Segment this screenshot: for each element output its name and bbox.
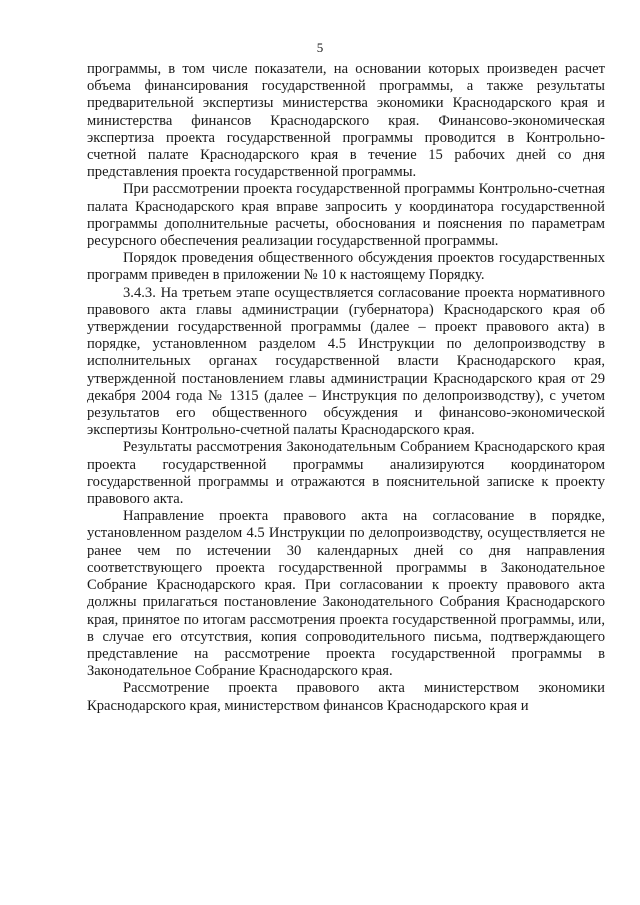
paragraph: Порядок проведения общественного обсуждения проектов государственных программ приведен в приложении № 10 к настоящему Порядку. <box>87 250 605 284</box>
paragraph: 3.4.3. На третьем этапе осуществляется согласование проекта нормативного правового акта главы администрации (губернатора) Краснодарского края об утверждении государственной программы (далее – проект правового акта) в порядке, установленном разделом 4.5 Инструкции по делопроизводству в исполнительных органах государственной власти Краснодарского края, утвержденной постановлением главы администрации Краснодарского края от 29 декабря 2004 года № 1315 (далее – Инструкция по делопроизводству), с учетом результатов его общественного обсуждения и финансово-экономической экспертизы Контрольно-счетной палаты Краснодарского края. <box>87 284 605 439</box>
document-body <box>87 61 605 715</box>
page-number: 5 <box>316 40 324 55</box>
paragraph: Направление проекта правового акта на согласование в порядке, установленном разделом 4.5 Инструкции по делопроизводству, осуществляется не ранее чем по истечении 30 календарных дней со дня направления соответствующего проекта государственной программы в Законодательное Собрание Краснодарского края. При согласовании к проекту правового акта должны прилагаться постановление Законодательного Собрания Краснодарского края, принятое по итогам рассмотрения проекта государственной программы, или, в случае его отсутствия, копия сопроводительного письма, подтверждающего представление на рассмотрение проекта государственной программы в Законодательное Собрание Краснодарского края. <box>87 508 605 680</box>
paragraph: Рассмотрение проекта правового акта министерством экономики Краснодарского края, министерством финансов Краснодарского края и <box>87 680 605 714</box>
paragraph: При рассмотрении проекта государственной программы Контрольно-счетная палата Краснодарского края вправе запросить у координатора государственной программы дополнительные расчеты, обоснования и пояснения по параметрам ресурсного обеспечения реализации государственной программы. <box>87 181 605 250</box>
paragraph: программы, в том числе показатели, на основании которых произведен расчет объема финансирования государственной программы, а также результаты предварительной экспертизы министерства экономики Краснодарского края и министерства финансов Краснодарского края. Финансово-экономическая экспертиза проекта государственной программы проводится в Контрольно-счетной палате Краснодарского края в течение 15 рабочих дней со дня представления проекта государственной программы. <box>87 61 605 181</box>
paragraph: Результаты рассмотрения Законодательным Собранием Краснодарского края проекта государственной программы анализируются координатором государственной программы и отражаются в пояснительной записке к проекту правового акта. <box>87 439 605 508</box>
